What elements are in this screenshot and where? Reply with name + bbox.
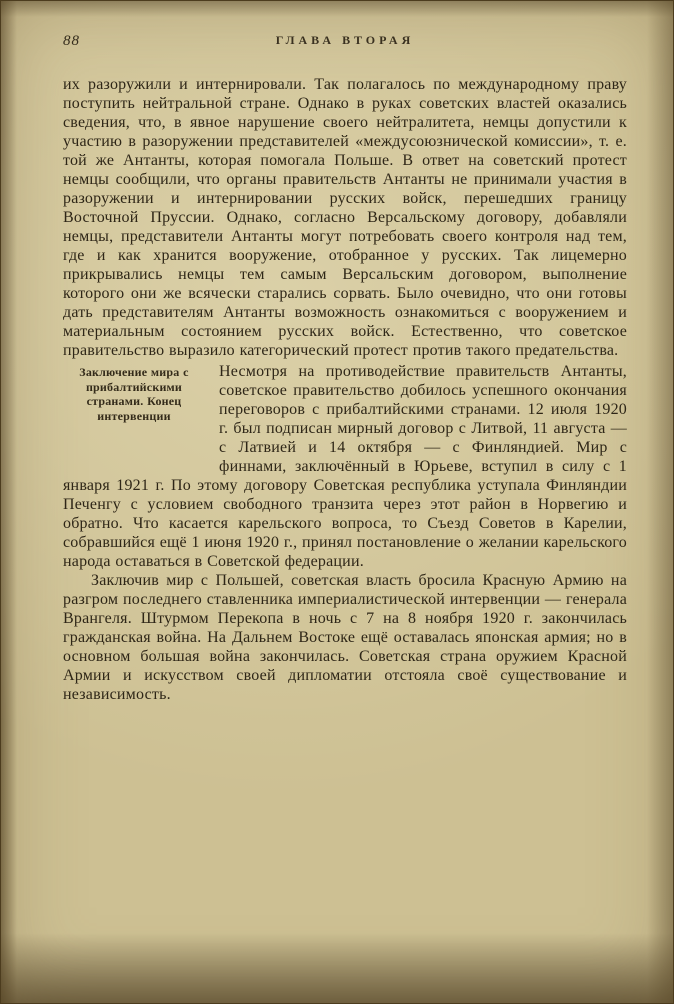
paragraph-continuation: их разоружили и интернировали. Так полагалось по международному праву поступить нейтральной стране. Однако в руках советских властей оказались сведения, что, в явное нарушение своего нейтралитета, немцы допустили к участию в разоружении представителей «междусоюзнической комиссии», т. е. той же Антанты, которая помогала Польше. В ответ на советский протест немцы сообщили, что органы правительств Антанты не принимали участия в разоружении и интернировании русских войск, перешедших границу Восточной Пруссии. Однако, согласно Версальскому договору, добавляли немцы, представители Антанты могут потребовать своего контроля над тем, где и как хранится вооружение, отобранное у русских. Так лицемерно прикрывались немцы тем самым Версальским договором, выполнение которого они же всячески старались сорвать. Было очевидно, что они готовы дать представителям Антанты возможность ознакомиться с вооружением и материальным состоянием русских войск. Естественно, что советское правительство выразило категорический протест против такого предательства. xyxy=(63,76,627,359)
page-number: 88 xyxy=(63,33,80,49)
text-block xyxy=(63,75,627,704)
paragraph-baltic-peace: Несмотря на противодействие правительств Антанты, советское правительство добилось успешного окончания переговоров с прибалтийскими странами. 12 июля 1920 г. был подписан мирный договор с Литвой, 11 августа — с Латвией и 14 октября — с Финляндией. Мир с финнами, заключённый в Юрьеве, вступил в силу с 1 января 1921 г. По этому договору Советская республика уступала Финляндии Печенгу с условием свободного транзита через этот район в Норвегию и обратно. Что касается карельского вопроса, то Съезд Советов в Карелии, собравшийся ещё 1 июня 1920 г., принял постановление о желании карельского народа оставаться в Советской федерации. xyxy=(63,363,627,570)
paragraph-end-of-war: Заключив мир с Польшей, советская власть бросила Красную Армию на разгром последнего ставленника империалистической интервенции — генерала Врангеля. Штурмом Перекопа в ночь с 7 на 8 ноября 1920 г. закончилась гражданская война. На Дальнем Востоке ещё оставалась японская армия; но в основном большая война закончилась. Советская страна оружием Красной Армии и искусством своей дипломатии отстояла своё существование и независимость. xyxy=(63,572,627,703)
running-header-title: ГЛАВА ВТОРАЯ xyxy=(275,33,415,47)
page-header xyxy=(63,33,627,53)
margin-note: Заключение мира с прибалтийскими странами. Конец интервенции xyxy=(79,365,189,423)
paragraph-with-margin-note xyxy=(63,362,627,571)
